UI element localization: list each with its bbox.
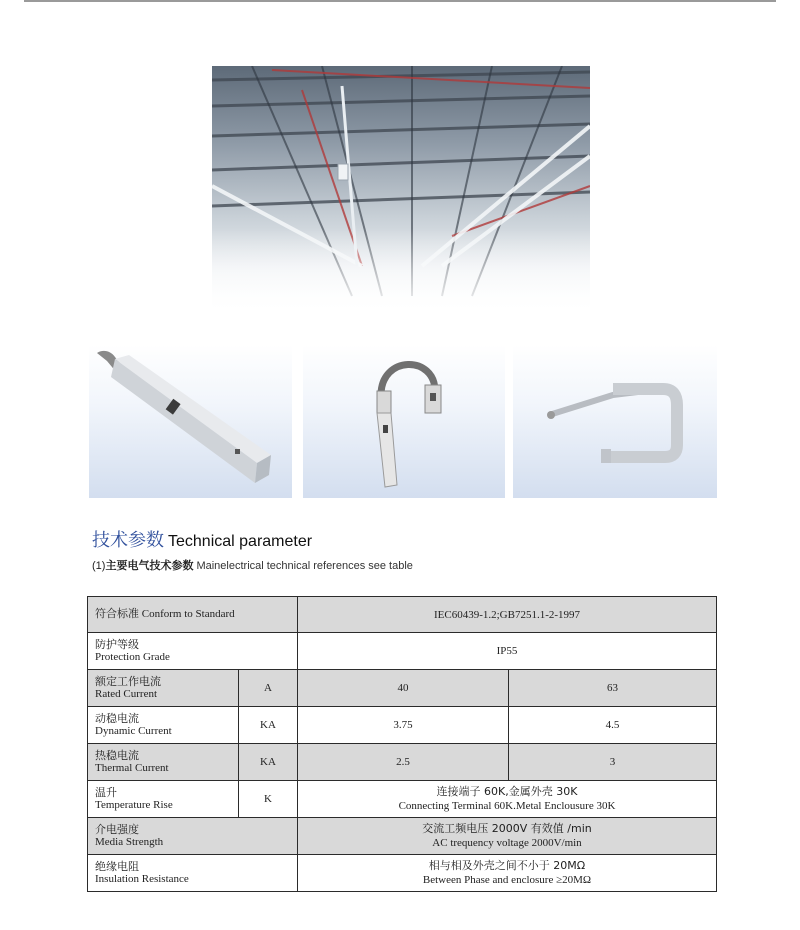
ceiling-photo [212,66,590,316]
table-row [88,855,717,892]
insulation-value [298,855,717,892]
dynamic-current-label-cn: 动稳电流 [95,712,139,725]
insulation-label [88,855,298,892]
standard-value: IEC60439-1.2;GB7251.1-2-1997 [298,597,717,633]
standard-label: 符合标准 Conform to Standard [88,597,298,633]
rated-current-label [88,670,239,707]
temperature-rise-value-en: Connecting Terminal 60K.Metal Enclousure 30K [398,800,616,812]
rated-current-value-1: 40 [298,670,509,707]
dynamic-current-value-1: 3.75 [298,707,509,744]
top-rule [24,0,776,2]
dynamic-current-unit: KA [239,707,298,744]
protection-value: IP55 [298,633,717,670]
media-strength-value-en: AC trequency voltage 2000V/min [432,837,582,849]
table-row [88,707,717,744]
temperature-rise-value-cn: 连接端子 60K,金属外壳 30K [436,785,578,798]
rated-current-label-en: Rated Current [95,688,158,700]
thermal-current-unit: KA [239,744,298,781]
media-strength-value-cn: 交流工频电压 2000V 有效值 /min [422,822,592,835]
temperature-rise-unit: K [239,781,298,818]
dynamic-current-value-2: 4.5 [509,707,717,744]
media-strength-label-cn: 介电强度 [95,823,139,836]
busway-section-photo [89,345,292,498]
insulation-value-en: Between Phase and enclosure ≥20MΩ [422,874,592,886]
table-row [88,670,717,707]
subheading-en: Mainelectrical technical references see table [196,560,413,572]
thermal-current-value-2: 3 [509,744,717,781]
insulation-label-cn: 绝缘电阻 [95,860,139,873]
heading-en: Technical parameter [168,533,313,550]
media-strength-label [88,818,298,855]
subheading [92,557,413,573]
thermal-current-label-en: Thermal Current [95,762,169,774]
section-heading [92,526,312,552]
table-row [88,781,717,818]
thermal-current-value-1: 2.5 [298,744,509,781]
protection-label-cn: 防护等级 [95,638,139,651]
table-row [88,633,717,670]
thermal-current-label-cn: 热稳电流 [95,749,139,762]
rated-current-unit: A [239,670,298,707]
bracket-photo [513,345,717,498]
rated-current-label-cn: 额定工作电流 [95,675,161,688]
heading-cn: 技术参数 [92,530,164,551]
media-strength-label-en: Media Strength [95,836,164,848]
media-strength-value [298,818,717,855]
subheading-cn: 主要电气技术参数 [105,559,194,572]
protection-label-en: Protection Grade [95,651,170,663]
table-row [88,597,717,633]
temperature-rise-label-en: Temperature Rise [95,799,173,811]
temperature-rise-value [298,781,717,818]
thermal-current-label [88,744,239,781]
rated-current-value-2: 63 [509,670,717,707]
subheading-number: (1) [92,560,106,572]
dynamic-current-label-en: Dynamic Current [95,725,172,737]
dynamic-current-label [88,707,239,744]
temperature-rise-label [88,781,239,818]
insulation-value-cn: 相与相及外壳之间不小于 20MΩ [428,859,586,872]
u-connector-photo [303,345,505,498]
table-row [88,818,717,855]
temperature-rise-label-cn: 温升 [95,786,117,799]
technical-parameter-table [87,596,717,892]
protection-label [88,633,298,670]
insulation-label-en: Insulation Resistance [95,873,189,885]
table-row [88,744,717,781]
